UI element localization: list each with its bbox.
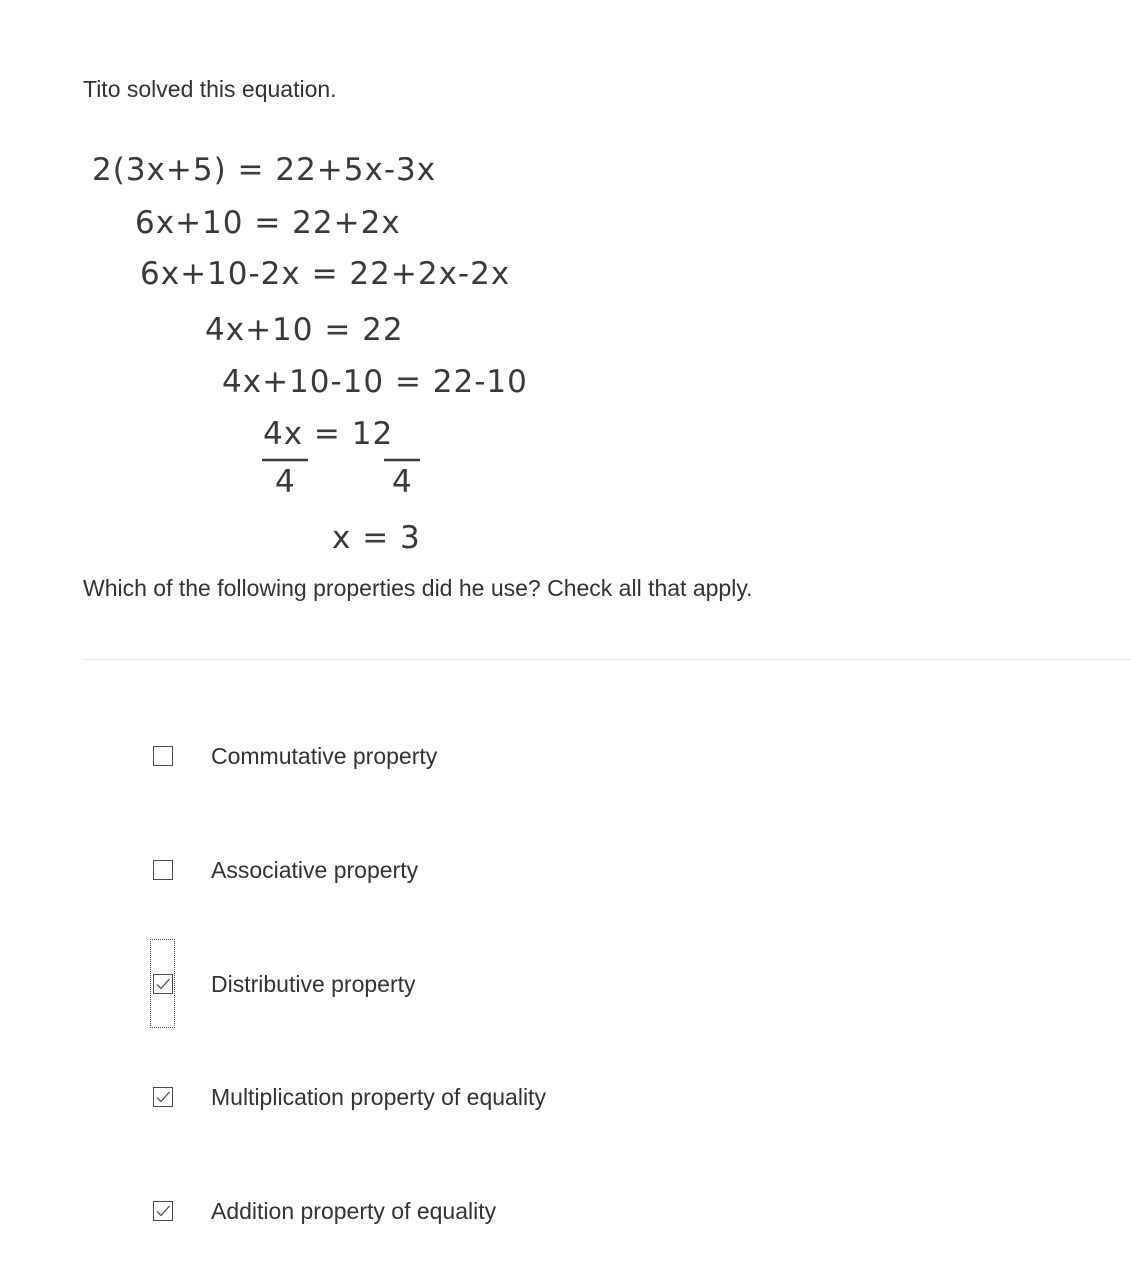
- work-step-2: 6x+10 = 22+2x: [135, 205, 401, 241]
- work-step-denominator-right: 4: [392, 464, 413, 500]
- checkmark-icon: [157, 1206, 170, 1216]
- checkmark-icon: [157, 979, 170, 989]
- option-distributive-property[interactable]: [140, 960, 740, 1010]
- work-step-6: 4x = 12: [263, 416, 394, 452]
- option-label: Multiplication property of equality: [211, 1084, 546, 1110]
- work-step-4: 4x+10 = 22: [205, 312, 404, 348]
- option-label: Commutative property: [211, 743, 438, 769]
- checkbox[interactable]: [153, 974, 173, 994]
- option-label: Associative property: [211, 857, 419, 883]
- handwritten-solution-image: [80, 130, 560, 562]
- checkbox[interactable]: [153, 1201, 173, 1221]
- option-multiplication-property-of-equality[interactable]: [140, 1073, 740, 1123]
- work-step-answer: x = 3: [332, 520, 421, 556]
- question-intro: Tito solved this equation.: [83, 76, 337, 102]
- option-addition-property-of-equality[interactable]: [140, 1187, 740, 1237]
- question-prompt: Which of the following properties did he use? Check all that apply.: [83, 575, 753, 601]
- divider: [83, 659, 1131, 660]
- checkbox[interactable]: [153, 746, 173, 766]
- work-step-5: 4x+10-10 = 22-10: [222, 364, 528, 400]
- checkmark-icon: [157, 1092, 170, 1102]
- work-step-3: 6x+10-2x = 22+2x-2x: [140, 256, 511, 292]
- option-associative-property[interactable]: [140, 846, 740, 896]
- checkbox[interactable]: [153, 1087, 173, 1107]
- work-step-denominator-left: 4: [275, 464, 296, 500]
- work-step-1: 2(3x+5) = 22+5x-3x: [92, 152, 437, 188]
- option-label: Addition property of equality: [211, 1198, 497, 1224]
- option-label: Distributive property: [211, 971, 416, 997]
- checkbox[interactable]: [153, 860, 173, 880]
- option-commutative-property[interactable]: [140, 732, 740, 782]
